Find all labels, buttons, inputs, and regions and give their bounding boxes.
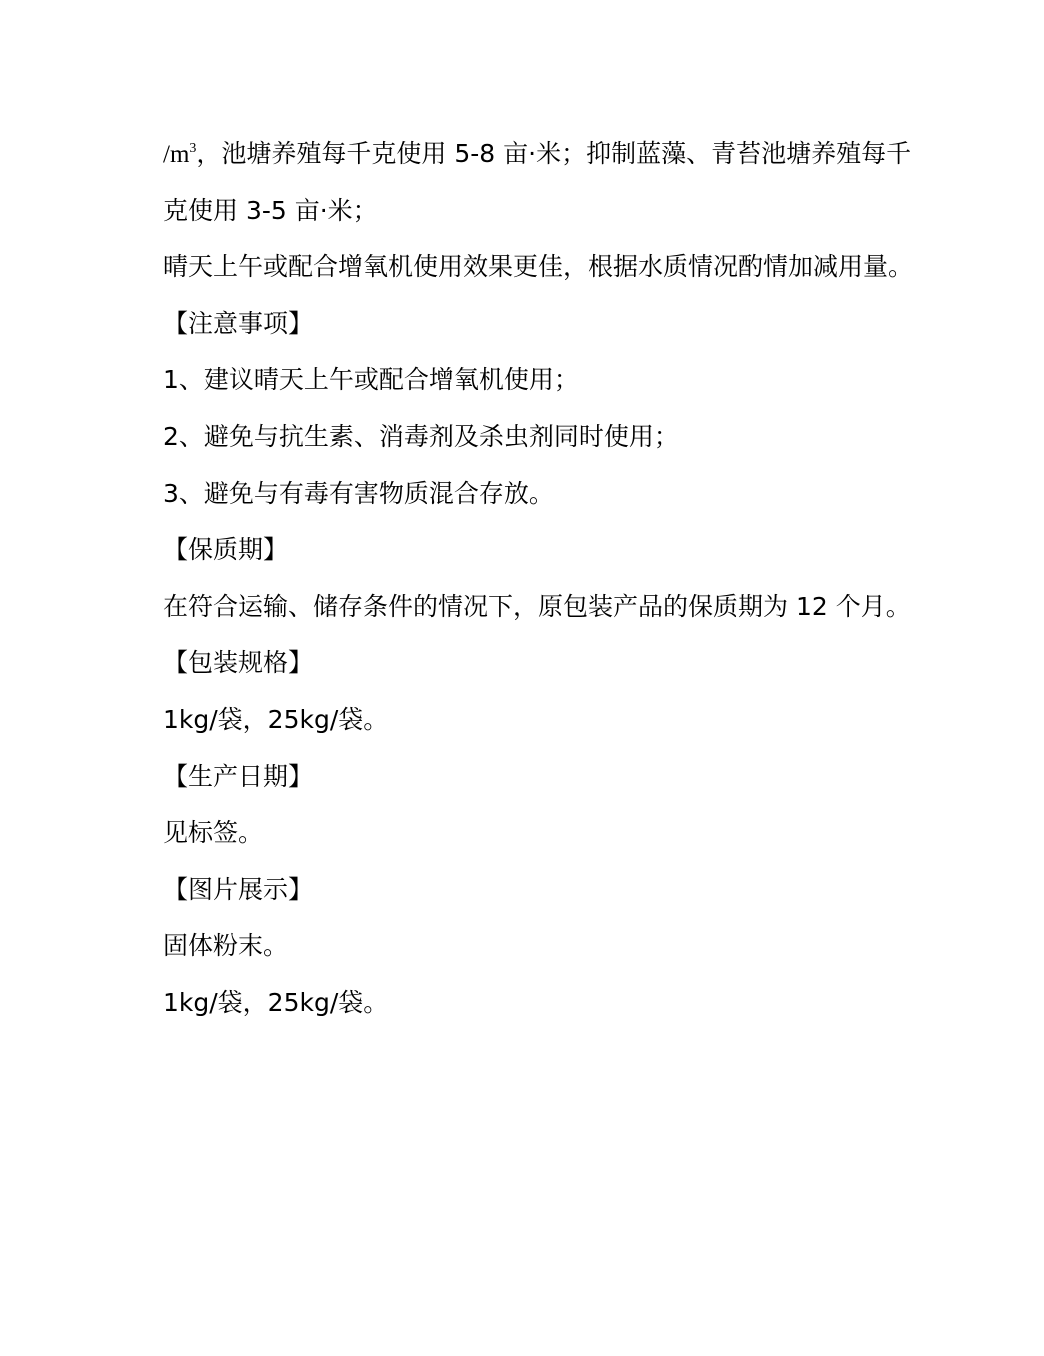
production-date-text: 见标签。: [163, 818, 264, 848]
section-heading-precautions: 【注意事项】: [163, 308, 314, 338]
dosage-text: ，池塘养殖每千克使用 5-8 亩·米；抑制蓝藻、青苔池塘养殖每千: [196, 139, 912, 168]
section-heading-images: 【图片展示】: [163, 874, 314, 904]
precaution-item-1: 1、建议晴天上午或配合增氧机使用；: [163, 365, 579, 395]
unit-text: /m: [163, 141, 190, 168]
text-line-dosage-continued: [163, 126, 923, 183]
shelf-life-text: 在符合运输、储存条件的情况下，原包装产品的保质期为 12 个月。: [163, 591, 911, 621]
document-body: [163, 126, 923, 1032]
section-heading-shelf-life: 【保质期】: [163, 535, 289, 565]
image-description-text: 固体粉末。: [163, 931, 289, 961]
precaution-item-3: 3、避免与有毒有害物质混合存放。: [163, 478, 554, 508]
text-line-dosage-end: 克使用 3-5 亩·米；: [163, 195, 378, 225]
section-heading-production-date: 【生产日期】: [163, 761, 314, 791]
image-packaging-text: 1kg/袋，25kg/袋。: [163, 987, 389, 1017]
text-line-usage-tip: 晴天上午或配合增氧机使用效果更佳，根据水质情况酌情加减用量。: [163, 252, 914, 282]
section-heading-packaging: 【包装规格】: [163, 648, 314, 678]
superscript: 3: [189, 141, 197, 156]
precaution-item-2: 2、避免与抗生素、消毒剂及杀虫剂同时使用；: [163, 421, 679, 451]
packaging-text: 1kg/袋，25kg/袋。: [163, 704, 389, 734]
